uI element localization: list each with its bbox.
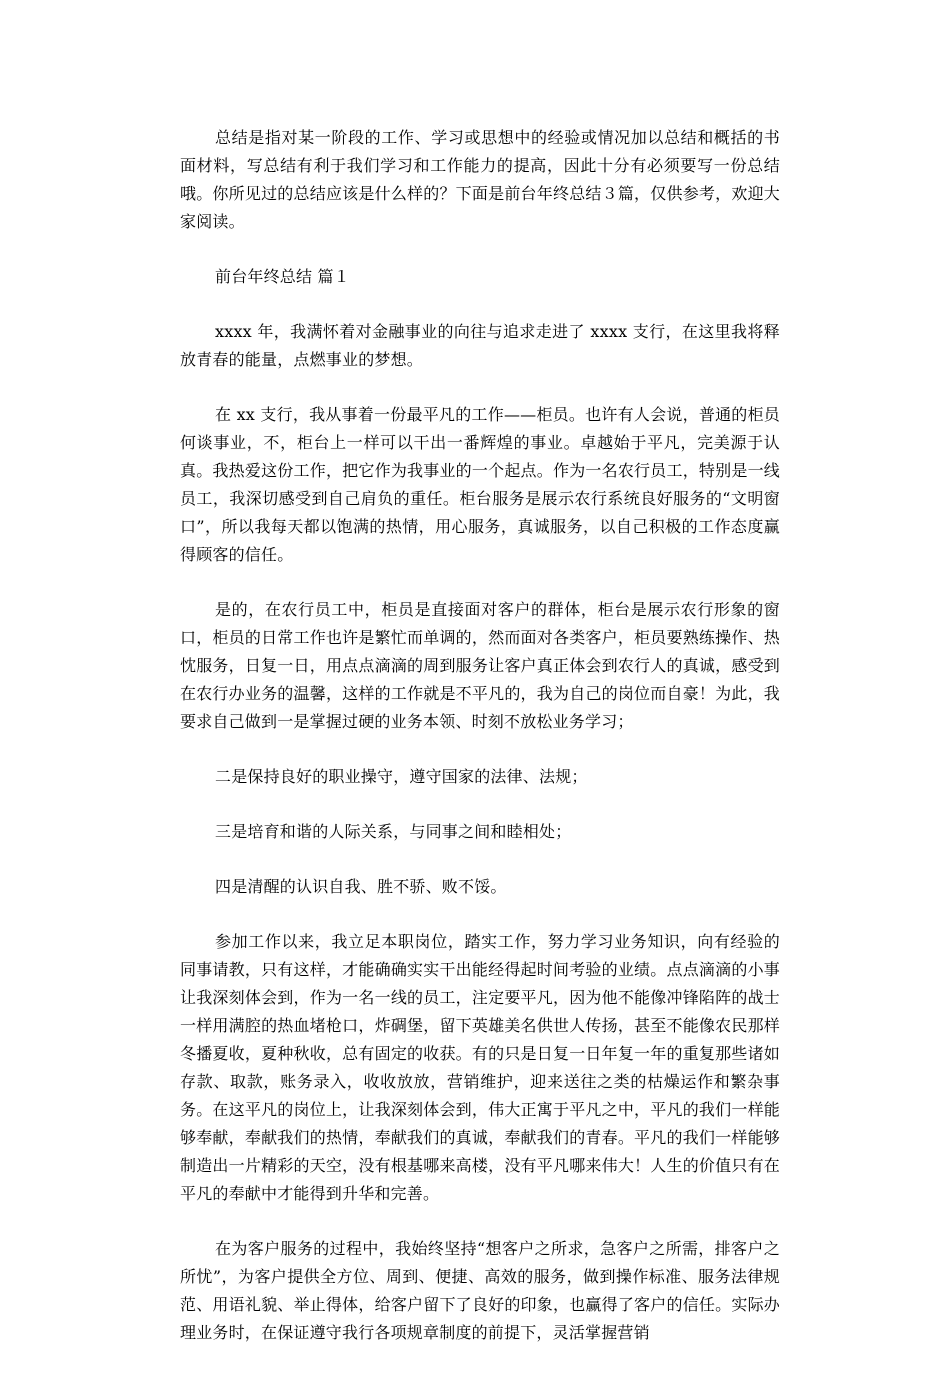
section-heading: 前台年终总结 篇１ bbox=[215, 267, 350, 286]
body-paragraph: 参加工作以来，我立足本职岗位，踏实工作，努力学习业务知识，向有经验的同事请教，只有这样，才能确确实实干出能经得起时间考验的业绩。点点滴滴的小事让我深刻体会到，作为一名一线的员工，注定要平凡，因为他不能像冲锋陷阵的战士一样用满腔的热血堵枪口，炸碉堡，留下英雄美名供世人传扬，甚至不能像农民那样冬播夏收，夏种秋收，总有固定的收获。有的只是日复一日年复一年的重复那些诸如存款、取款，账务录入，收收放放，营销维护，迎来送往之类的枯燥运作和繁杂事务。在这平凡的岗位上，让我深刻体会到，伟大正寓于平凡之中，平凡的我们一样能够奉献，奉献我们的热情，奉献我们的真诚，奉献我们的青春。平凡的我们一样能够制造出一片精彩的天空，没有根基哪来高楼，没有平凡哪来伟大！人生的价值只有在平凡的奉献中才能得到升华和完善。 bbox=[180, 932, 780, 1203]
list-paragraph: 二是保持良好的职业操守，遵守国家的法律、法规； bbox=[215, 767, 588, 786]
list-paragraph: 三是培育和谐的人际关系，与同事之间和睦相处； bbox=[215, 822, 572, 841]
body-paragraph: 是的，在农行员工中，柜员是直接面对客户的群体，柜台是展示农行形象的窗口，柜员的日常工作也许是繁忙而单调的，然而面对各类客户，柜员要熟练操作、热忱服务，日复一日，用点点滴滴的周到服务让客户真正体会到农行人的真诚，感受到在农行办业务的温馨，这样的工作就是不平凡的，我为自己的岗位而自豪！为此，我要求自己做到一是掌握过硬的业务本领、时刻不放松业务学习； bbox=[180, 600, 780, 731]
document-page bbox=[180, 124, 780, 1374]
intro-paragraph: 总结是指对某一阶段的工作、学习或思想中的经验或情况加以总结和概括的书面材料，写总结有利于我们学习和工作能力的提高，因此十分有必须要写一份总结哦。你所见过的总结应该是什么样的？下面是前台年终总结３篇，仅供参考，欢迎大家阅读。 bbox=[180, 128, 780, 231]
list-paragraph: 四是清醒的认识自我、胜不骄、败不馁。 bbox=[215, 877, 507, 896]
body-paragraph: 在 xx 支行，我从事着一份最平凡的工作——柜员。也许有人会说，普通的柜员何谈事业，不，柜台上一样可以干出一番辉煌的事业。卓越始于平凡，完美源于认真。我热爱这份工作，把它作为我事业的一个起点。作为一名农行员工，特别是一线员工，我深切感受到自己肩负的重任。柜台服务是展示农行系统良好服务的“文明窗口”，所以我每天都以饱满的热情，用心服务，真诚服务，以自己积极的工作态度赢得顾客的信任。 bbox=[180, 405, 780, 564]
body-paragraph: xxxx 年，我满怀着对金融事业的向往与追求走进了 xxxx 支行，在这里我将释放青春的能量，点燃事业的梦想。 bbox=[180, 322, 780, 369]
body-paragraph: 在为客户服务的过程中，我始终坚持“想客户之所求，急客户之所需，排客户之所忧”，为客户提供全方位、周到、便捷、高效的服务，做到操作标准、服务法律规范、用语礼貌、举止得体，给客户留下了良好的印象，也赢得了客户的信任。实际办理业务时，在保证遵守我行各项规章制度的前提下，灵活掌握营销 bbox=[180, 1239, 780, 1342]
